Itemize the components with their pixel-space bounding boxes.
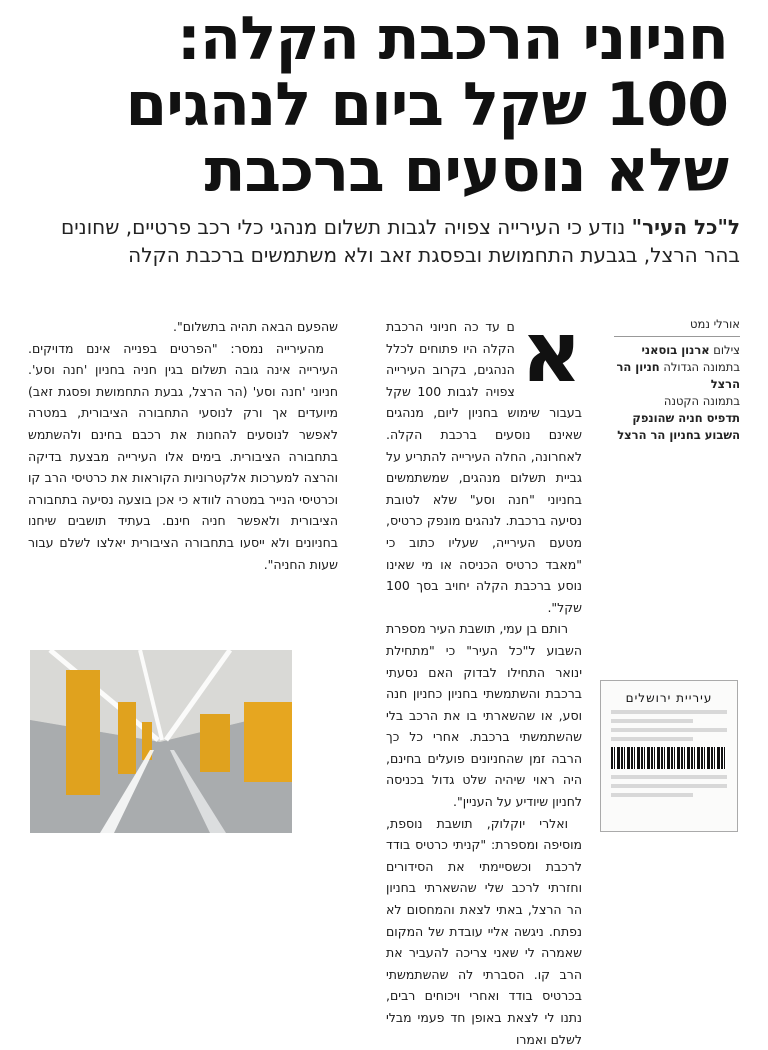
ticket-text-line — [611, 728, 727, 732]
paragraph: שהפעם הבאה תהיה בתשלום". — [173, 319, 338, 334]
caption-large-prefix: בתמונה הגדולה — [659, 360, 740, 374]
ticket-text-line — [611, 737, 693, 741]
photographer-name: ארנון בוסאני — [641, 343, 710, 357]
article-column-left — [28, 316, 338, 634]
photo-credit-prefix: צילום — [709, 343, 740, 357]
ticket-title: עיריית ירושלים — [625, 691, 713, 705]
ticket-text-line — [611, 793, 693, 797]
article-column-right — [386, 303, 582, 1047]
caption-small-text: תדפיס חניה שהונפק השבוע בחניון הר הרצל — [617, 411, 740, 442]
subhead-text: נודע כי העירייה צפויה לגבות תשלום מנהגי כלי רכב פרטיים, שחונים בהר הרצל, בגבעת התחמושת ובפסגת זאב ולא משתמשים ברכבת הקלה — [60, 215, 740, 267]
yellow-wall — [244, 702, 292, 782]
headline — [28, 6, 728, 204]
caption-large-subject: חניון הר הרצל — [616, 360, 740, 391]
author-name: אורלי נמט — [690, 317, 740, 331]
pillar — [66, 670, 100, 795]
headline-line-3: שלא נוסעים ברכבת — [204, 136, 728, 206]
subhead-source: ל"כל העיר" — [631, 215, 740, 239]
byline-box — [614, 316, 740, 444]
caption-large — [614, 359, 740, 393]
photo-credit — [614, 342, 740, 359]
caption-small-prefix: בתמונה הקטנה — [663, 394, 740, 408]
headline-line-1: חניוני הרכבת הקלה: — [176, 4, 728, 74]
pillar — [118, 702, 136, 774]
parking-ticket — [600, 680, 738, 832]
ticket-text-line — [611, 784, 727, 788]
ticket-text-line — [611, 710, 727, 714]
paragraph: ואלרי יוקלוק, תושבת נוספת, מוסיפה ומספרת: "קניתי כרטיס בודד לרכבת וכשסיימתי את הסידורים וחזרתי לרכב שלי שהשארתי בחניון הר הרצל, באתי לצאת והמחסום לא נפתח. ניגשה אליי עובדת של המקום שאמרה לי שאני צריכה להעביר את הרב קו. הסברתי לה שהשתמשתי בכרטיס בודד ואחרי ויכוחים רבים, נתנו לי לצאת באופן חד פעמי מבלי לשלם ואמרו — [386, 815, 582, 1047]
pillar — [200, 714, 230, 772]
paragraph: ם עד כה חניוני הרכבת הקלה היו פתוחים לכלל הנהגים, בקרוב העירייה צפויה לגבות 100 שקל בעבור שימוש בחניון ליום, מנהגים שאינם נוסעים ברכבת הקלה. לאחרונה, החלה העירייה להתריע על גביית תשלום מנהגים, שמשתמשים בחניוני "חנה וסע" שלא לטובת נסיעה ברכבת. לנהגים מונפק כרטיס, מטעם העירייה, שעליו כתוב כי "מאבד כרטיס הכניסה או מי שאינו נוסע ברכבת הקלה יחויב בסך 100 שקל". — [386, 319, 582, 615]
paragraph: רותם בן עמי, תושבת העיר מספרת השבוע ל"כל העיר" כי "מתחילת ינואר התחילו לבדוק האם נסעתי ברכבת והשתמשתי בחניון כחניון חנה וסע, או שהשארתי בו את הרכב בלי שהשתמשתי ברכבת. אחרי כל כך הרבה זמן שהחניונים פועלים בחינם, היה ראוי שיהיה שלט גדול בכניסה לחניון שיודיע על העניין". — [386, 621, 582, 810]
ticket-text-line — [611, 719, 693, 723]
parking-garage-illustration — [30, 650, 292, 833]
drop-cap: א — [520, 303, 582, 401]
ticket-text-line — [611, 775, 727, 779]
parking-garage-photo — [30, 650, 292, 833]
byline-divider — [614, 336, 740, 337]
subheadline — [28, 213, 740, 269]
paragraph: מהעירייה נמסר: "הפרטים בפנייה אינם מדויקים. העירייה אינה גובה תשלום בגין חניה בחניון 'חנה וסע'. חניוני 'חנה וסע' (הר הרצל, גבעת התחמושת ופסגת זאב) מיועדים אך ורק לנוסעי התחבורה הציבורית, במטרה לאפשר לנוסעים להחנות את רכבם בחינם ולהשתמש בתחבורה הציבורית. בימים אלו העירייה מבצעת בדיקה והרצה למערכות אלקטרוניות הקוראות את כרטיסי הרב קו וכרטיסי הנייר במטרה לוודא כי אכן בוצעה נסיעה בתחבורה הציבורית ולאפשר חניה חינם. בעתיד תושבים שיחנו בחניונים ולא ייסעו בתחבורה הציבורית יאלצו לשלם עבור שעות החניה". — [28, 340, 338, 572]
headline-line-2: 100 שקל ביום לנהגים — [125, 70, 728, 140]
barcode — [611, 747, 727, 769]
